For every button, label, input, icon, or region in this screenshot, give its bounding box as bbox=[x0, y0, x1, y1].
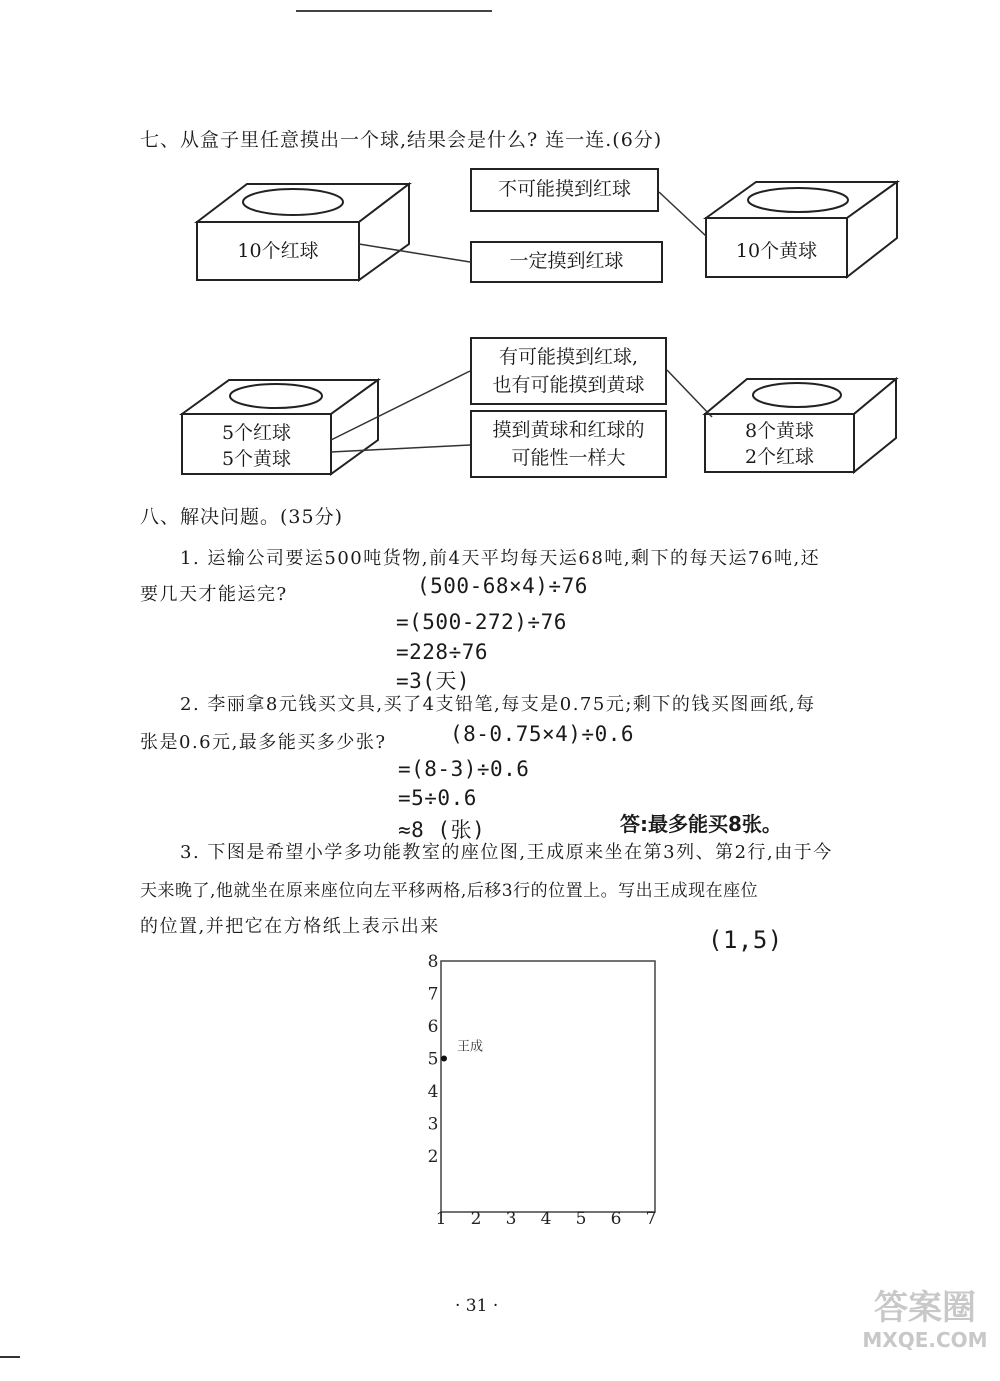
connect-line-5 bbox=[667, 370, 712, 417]
q2-text-line1: 2. 李丽拿8元钱买文具,买了4支铅笔,每支是0.75元;剩下的钱买图画纸,每 bbox=[180, 694, 816, 715]
x-tick-label: 5 bbox=[575, 1209, 587, 1229]
x-tick-label: 2 bbox=[470, 1209, 482, 1229]
x-tick-label: 1 bbox=[435, 1209, 447, 1229]
q3-text-line1: 3. 下图是希望小学多功能教室的座位图,王成原来坐在第3列、第2行,由于今 bbox=[180, 842, 833, 863]
q1-text-line2: 要几天才能运完? bbox=[140, 584, 288, 605]
box4-label: 8个黄球 2个红球 bbox=[744, 420, 815, 468]
x-tick-label: 4 bbox=[540, 1209, 552, 1229]
q1-work-3: =228÷76 bbox=[396, 640, 489, 664]
option-equal-chance: 摸到黄球和红球的 可能性一样大 bbox=[470, 410, 667, 478]
seat-point-label: 王成 bbox=[457, 1039, 484, 1055]
option-certain-red: 一定摸到红球 bbox=[470, 241, 663, 283]
seat-point bbox=[441, 1056, 447, 1062]
q2-work-2: =(8-3)÷0.6 bbox=[398, 757, 530, 781]
y-tick-label: 4 bbox=[427, 1082, 439, 1102]
q1-work-4: =3(天) bbox=[396, 669, 471, 693]
y-tick-label: 6 bbox=[427, 1017, 439, 1037]
x-tick-label: 7 bbox=[645, 1209, 657, 1229]
box2-label: 10个黄球 bbox=[735, 240, 818, 262]
y-tick-label: 2 bbox=[427, 1147, 439, 1167]
y-tick-label: 5 bbox=[427, 1049, 439, 1070]
page-number: · 31 · bbox=[455, 1296, 499, 1316]
section8-title: 八、解决问题。(35分) bbox=[140, 506, 344, 528]
q2-work-1: (8-0.75×4)÷0.6 bbox=[450, 722, 635, 746]
q3-answer: (1,5) bbox=[708, 926, 783, 954]
q2-work-3: =5÷0.6 bbox=[398, 786, 477, 810]
q2-work-4: ≈8 (张) bbox=[398, 818, 486, 842]
connect-line-2 bbox=[659, 192, 706, 236]
option-possible-both: 有可能摸到红球, 也有可能摸到黄球 bbox=[470, 337, 667, 405]
section7-title: 七、从盒子里任意摸出一个球,结果会是什么? 连一连.(6分) bbox=[140, 129, 663, 151]
y-tick-label: 7 bbox=[427, 984, 439, 1005]
q1-work-2: =(500-272)÷76 bbox=[396, 610, 567, 634]
ball-box-1 bbox=[197, 184, 409, 280]
box1-label: 10个红球 bbox=[237, 240, 319, 262]
x-tick-label: 3 bbox=[505, 1209, 517, 1229]
watermark: 答案圈 MXQE.COM bbox=[862, 1288, 988, 1352]
q2-text-line2: 张是0.6元,最多能买多少张? bbox=[140, 732, 387, 753]
q3-text-line2: 天来晚了,他就坐在原来座位向左平移两格,后移3行的位置上。写出王成现在座位 bbox=[140, 881, 759, 901]
box3-label: 5个红球 5个黄球 bbox=[221, 422, 292, 470]
q2-answer: 答:最多能买8张。 bbox=[620, 812, 782, 836]
y-tick-label: 8 bbox=[427, 952, 439, 972]
bottom-rule bbox=[0, 1356, 20, 1358]
grid-frame bbox=[441, 961, 655, 1212]
x-tick-label: 6 bbox=[610, 1209, 622, 1229]
q1-work-1: (500-68×4)÷76 bbox=[417, 574, 588, 598]
seat-grid bbox=[400, 945, 690, 1235]
y-tick-label: 3 bbox=[427, 1114, 439, 1135]
q1-text-line1: 1. 运输公司要运500吨货物,前4天平均每天运68吨,剩下的每天运76吨,还 bbox=[180, 548, 821, 569]
q3-text-line3: 的位置,并把它在方格纸上表示出来 bbox=[140, 916, 440, 937]
option-impossible-red: 不可能摸到红球 bbox=[470, 168, 659, 212]
